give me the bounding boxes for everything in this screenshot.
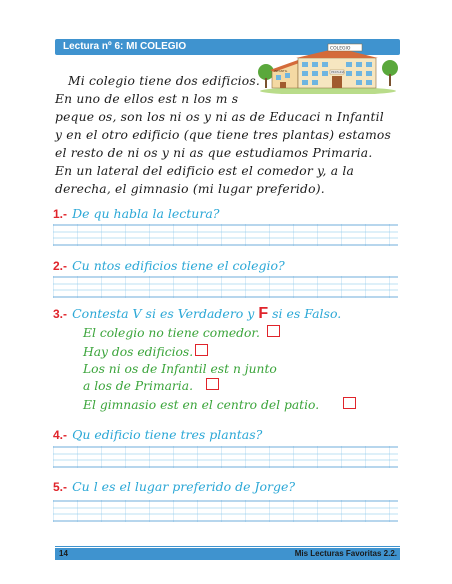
- footer-divider: [55, 546, 400, 547]
- reading-line-1: Mi colegio tiene dos edificios.: [68, 74, 261, 88]
- tf-item-4: a los de Primaria.: [83, 379, 193, 393]
- question-1-number: 1.-: [53, 207, 68, 221]
- question-3-number: 3.-: [53, 307, 68, 321]
- question-1: [53, 205, 219, 222]
- question-2: [53, 257, 285, 274]
- question-3-text-b: si es Verdadero y: [141, 306, 259, 321]
- reading-line-7: derecha, el gimnasio (mi lugar preferido).: [55, 182, 325, 196]
- question-2-text: Cu ntos edificios tiene el colegio?: [72, 258, 285, 273]
- answer-lines-4[interactable]: [53, 446, 398, 468]
- page-number: 14: [59, 549, 68, 558]
- question-5-text: Cu l es el lugar preferido de Jorge?: [72, 479, 296, 494]
- page-title: Lectura nº 6: MI COLEGIO: [63, 41, 187, 52]
- door-label: PRIMARIA: [331, 70, 345, 75]
- question-4: [53, 426, 262, 443]
- tf-checkbox-2[interactable]: [195, 344, 208, 356]
- question-4-text: Qu edificio tiene tres plantas?: [72, 427, 263, 442]
- tf-item-3: Los ni os de Infantil est n junto: [83, 362, 277, 376]
- question-3-text-c: si es Falso.: [268, 306, 342, 321]
- answer-lines-1[interactable]: [53, 224, 398, 246]
- question-2-number: 2.-: [53, 259, 68, 273]
- question-5: [53, 478, 295, 495]
- answer-lines-5[interactable]: [53, 500, 398, 522]
- tf-item-5: El gimnasio est en el centro del patio.: [83, 398, 320, 412]
- school-building-illustration: [258, 42, 398, 94]
- school-sign: COLEGIO: [330, 46, 351, 52]
- tf-item-2: Hay dos edificios.: [83, 345, 194, 359]
- tf-checkbox-1[interactable]: [267, 325, 280, 337]
- reading-line-3: peque os, son los ni os y ni as de Educaci n Infantil: [55, 110, 384, 124]
- question-3-f-letter: F: [258, 305, 269, 322]
- reading-line-4: y en el otro edificio (que tiene tres plantas) estamos: [55, 128, 392, 142]
- question-4-number: 4.-: [53, 428, 68, 442]
- question-3-v-letter: V: [132, 306, 142, 321]
- reading-line-5: el resto de ni os y ni as que estudiamos Primaria.: [55, 146, 373, 160]
- book-title: Mis Lecturas Favoritas 2.2.: [294, 549, 397, 558]
- question-3: [53, 305, 341, 322]
- tf-item-1: El colegio no tiene comedor.: [83, 326, 260, 340]
- tf-checkbox-3[interactable]: [206, 378, 219, 390]
- tf-checkbox-4[interactable]: [343, 397, 356, 409]
- question-1-text: De qu habla la lectura?: [72, 206, 220, 221]
- question-5-number: 5.-: [53, 480, 68, 494]
- answer-lines-2[interactable]: [53, 276, 398, 298]
- question-3-text-a: Contesta: [72, 306, 133, 321]
- reading-line-2: En uno de ellos est n los m s: [55, 92, 239, 106]
- wing-label: INFANTIL: [274, 69, 288, 73]
- reading-line-6: En un lateral del edificio est el comedor y, a la: [55, 164, 355, 178]
